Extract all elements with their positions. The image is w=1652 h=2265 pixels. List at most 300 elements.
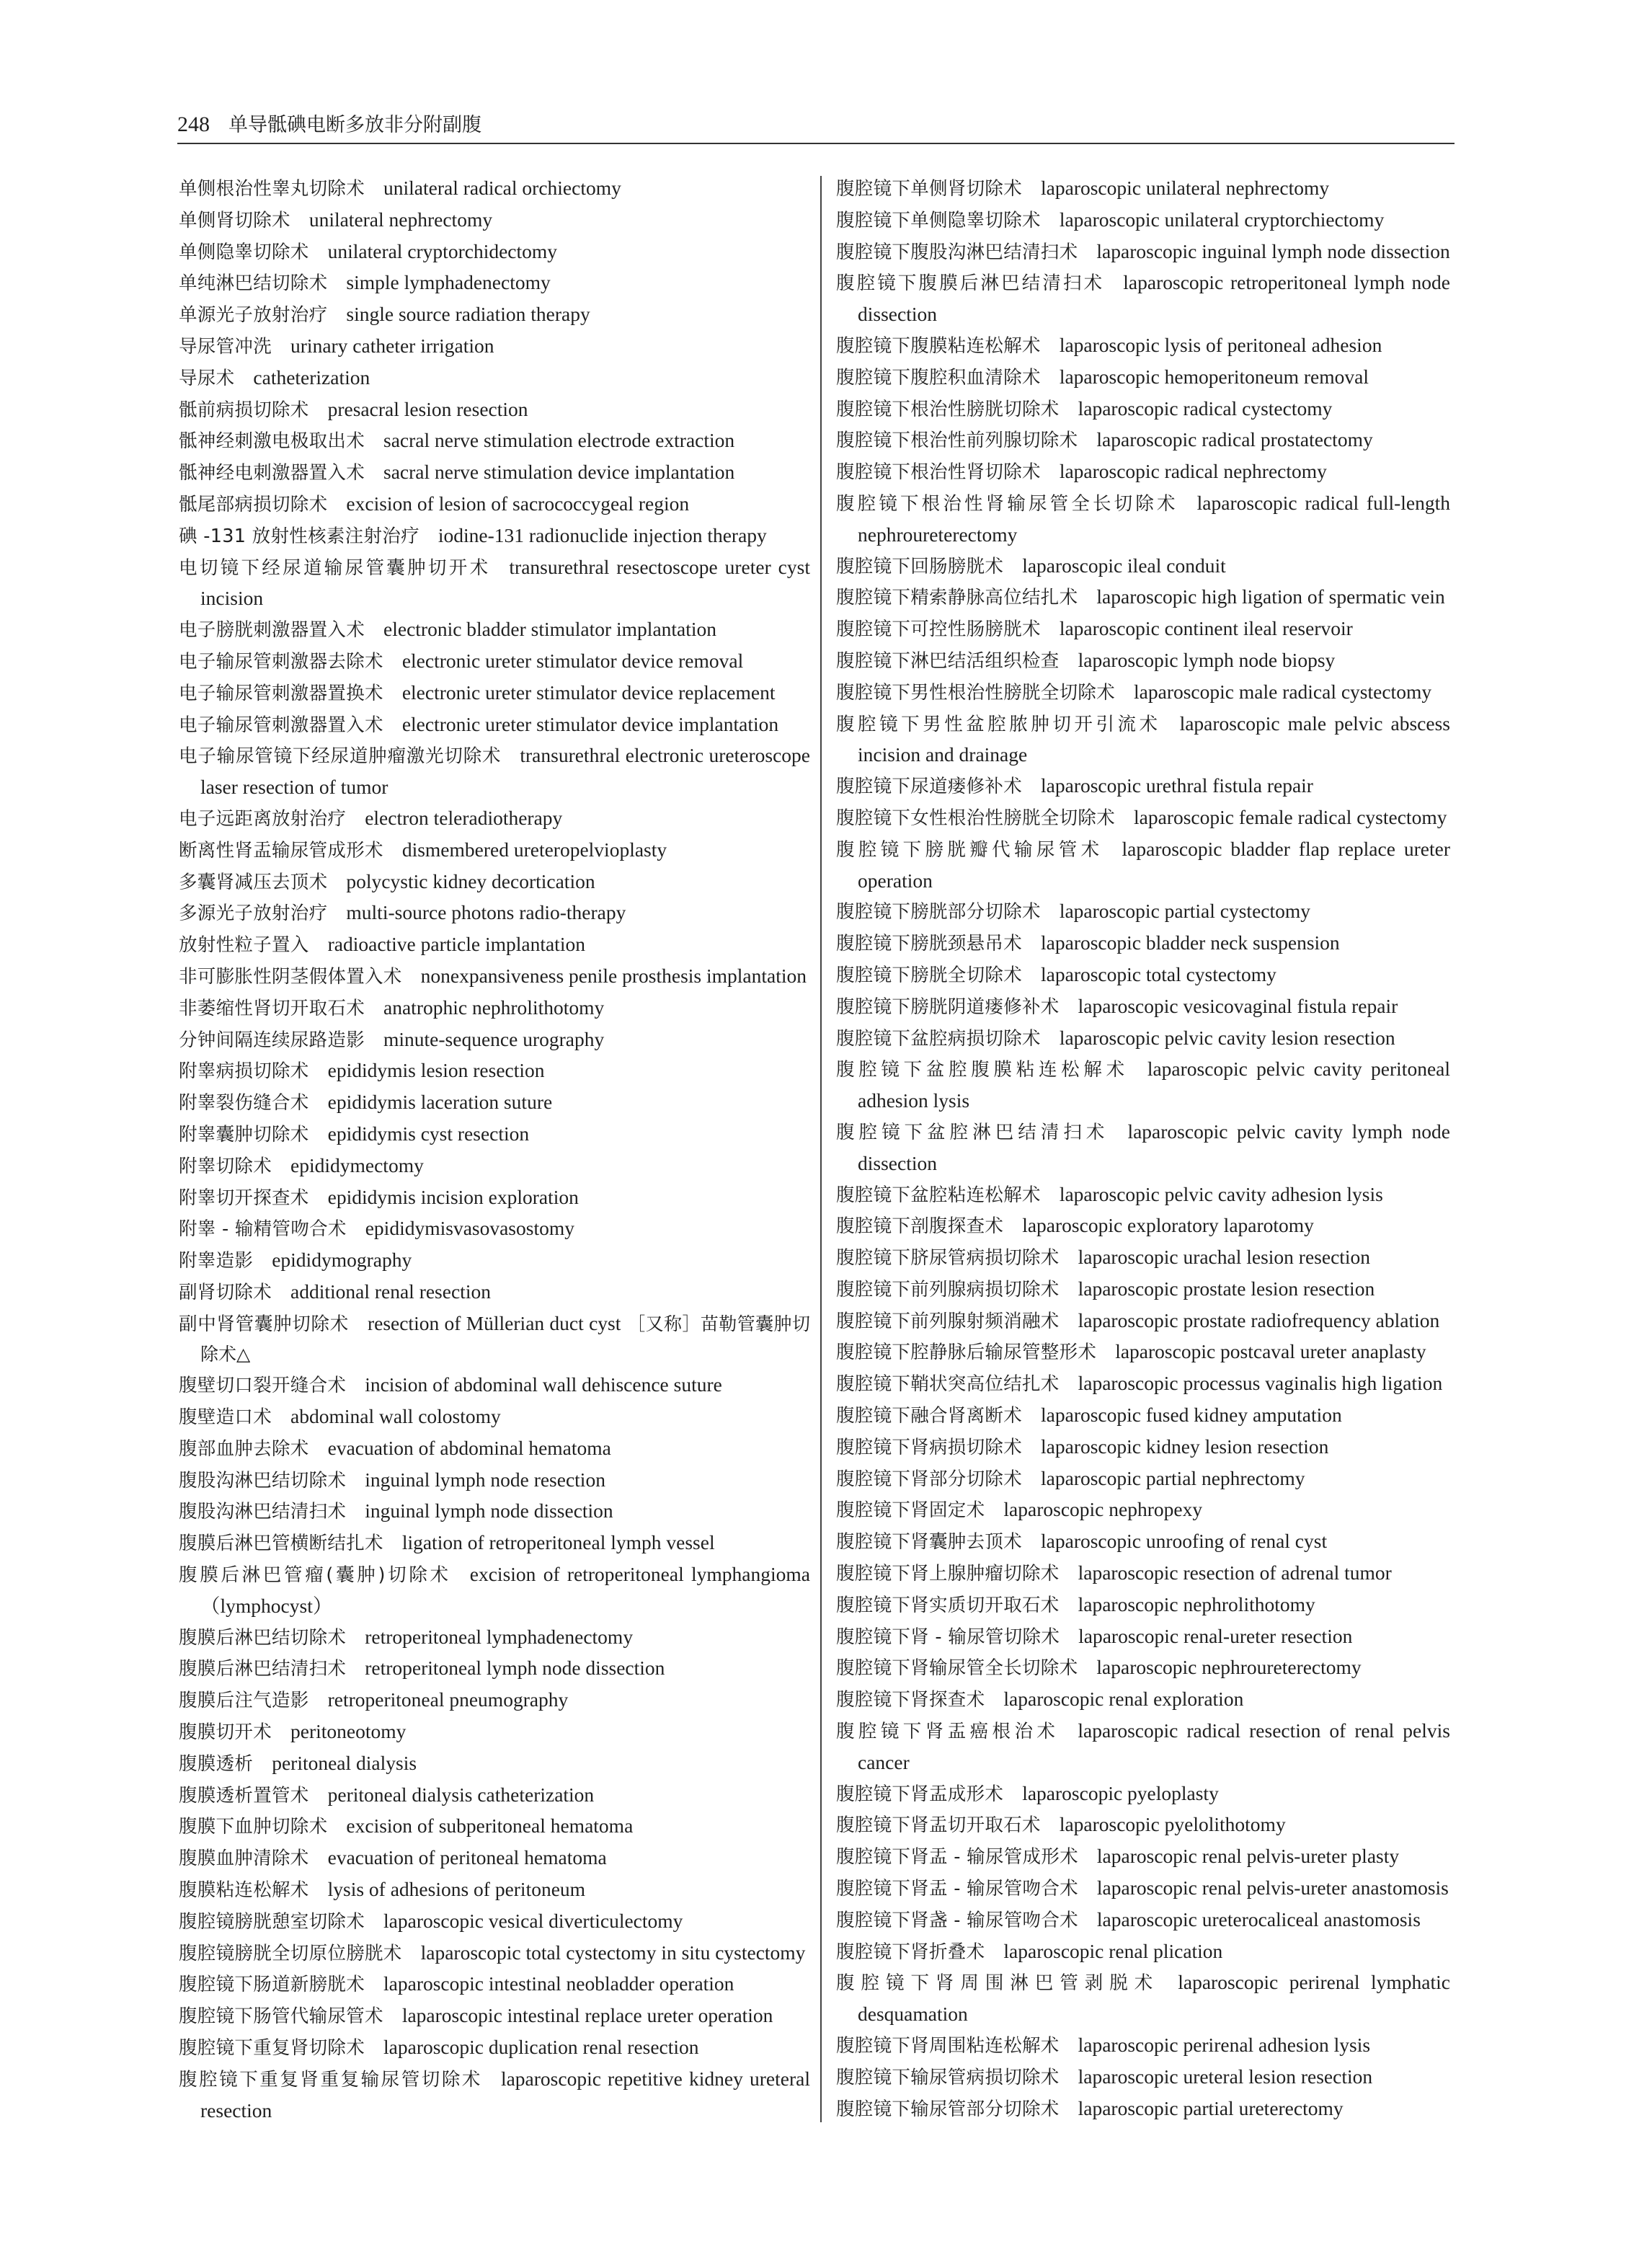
term-english: catheterization xyxy=(253,365,370,389)
glossary-entry xyxy=(179,1528,810,1559)
glossary-entry xyxy=(836,1778,1450,1810)
glossary-entry xyxy=(836,173,1450,205)
term-chinese: 腹膜透析置管术 xyxy=(179,1784,309,1807)
term-chinese: 腹腔镜下重复肾重复输尿管切除术 xyxy=(179,2068,482,2091)
term-chinese: 腹腔镜下肾病损切除术 xyxy=(836,1436,1023,1458)
term-english: electronic ureter stimulator device implantation xyxy=(401,712,779,735)
term-english: excision of lesion of sacrococcygeal region xyxy=(346,492,690,515)
term-chinese: 导尿术 xyxy=(179,367,235,389)
term-english: peritoneotomy xyxy=(290,1720,407,1743)
term-english: laparoscopic unilateral cryptorchiectomy xyxy=(1059,208,1385,231)
term-chinese: 附睾切开探查术 xyxy=(179,1187,309,1209)
term-english: laparoscopic kidney lesion resection xyxy=(1041,1435,1329,1458)
term-chinese: 腹腔镜下肠道新膀胱术 xyxy=(179,1974,365,1996)
term-english: multi-source photons radio-therapy xyxy=(346,901,626,924)
term-english: laparoscopic retroperitoneal lymph node dissection xyxy=(858,271,1450,326)
page-number: 248 xyxy=(177,112,210,136)
term-english: unilateral radical orchiectomy xyxy=(383,177,621,199)
term-chinese: 电子输尿管刺激器去除术 xyxy=(179,650,383,673)
glossary-entry xyxy=(179,1780,810,1812)
term-chinese: 腹腔镜下肾盏 - 输尿管吻合术 xyxy=(836,1909,1078,1931)
glossary-entry xyxy=(836,1179,1450,1211)
glossary-entry xyxy=(836,959,1450,991)
term-english: nonexpansiveness penile prosthesis implantation xyxy=(420,964,807,987)
term-chinese: 腹膜下血肿切除术 xyxy=(179,1816,328,1838)
term-chinese: 导尿管冲洗 xyxy=(179,335,272,358)
term-english: laparoscopic female radical cystectomy xyxy=(1134,805,1447,828)
term-english: ligation of retroperitoneal lymph vessel xyxy=(401,1531,715,1554)
term-english: lysis of adhesions of peritoneum xyxy=(327,1878,586,1901)
term-english: electronic ureter stimulator device replacement xyxy=(401,681,776,704)
term-chinese: 腹腔镜下剖腹探查术 xyxy=(836,1215,1004,1238)
glossary-entry xyxy=(836,1274,1450,1306)
term-english: laparoscopic radical resection of renal pelvis cancer xyxy=(858,1719,1450,1773)
glossary-entry xyxy=(179,1906,810,1938)
glossary-entry xyxy=(836,1400,1450,1432)
term-english: evacuation of abdominal hematoma xyxy=(327,1436,611,1459)
term-english: laparoscopic resection of adrenal tumor xyxy=(1078,1561,1392,1584)
term-english: epididymis incision exploration xyxy=(327,1185,579,1208)
term-english: laparoscopic male radical cystectomy xyxy=(1134,680,1432,703)
term-chinese: 腹膜透析 xyxy=(179,1752,254,1775)
glossary-entry xyxy=(179,1087,810,1119)
glossary-entry xyxy=(836,645,1450,677)
term-chinese: 腹腔镜下单侧肾切除术 xyxy=(836,178,1023,200)
glossary-entry xyxy=(179,236,810,268)
glossary-entry xyxy=(179,173,810,205)
glossary-entry xyxy=(179,1433,810,1465)
glossary-entry xyxy=(836,1242,1450,1274)
term-english: laparoscopic partial ureterectomy xyxy=(1078,2096,1344,2119)
term-chinese: 腹腔镜下肾盂成形术 xyxy=(836,1783,1004,1805)
glossary-entry xyxy=(179,614,810,646)
term-english: laparoscopic intestinal replace ureter operation xyxy=(401,2004,773,2027)
glossary-entry xyxy=(179,866,810,898)
term-chinese: 电子膀胱刺激器置入术 xyxy=(179,619,365,642)
term-chinese: 腹腔镜下回肠膀胱术 xyxy=(836,555,1004,577)
term-english: incision of abdominal wall dehiscence suture xyxy=(365,1373,722,1396)
term-chinese: 骶前病损切除术 xyxy=(179,399,309,421)
term-english: unilateral cryptorchidectomy xyxy=(327,239,558,262)
term-english: additional renal resection xyxy=(290,1280,491,1303)
term-chinese: 附睾切除术 xyxy=(179,1155,272,1177)
term-chinese: 碘 -131 放射性核素注射治疗 xyxy=(179,525,419,547)
term-chinese: 腹腔镜下肾囊肿去顶术 xyxy=(836,1531,1023,1553)
glossary-entry xyxy=(179,1685,810,1716)
term-english: laparoscopic renal pelvis-ureter plasty xyxy=(1096,1845,1400,1868)
glossary-entry xyxy=(836,1873,1450,1905)
glossary-entry xyxy=(836,582,1450,613)
term-chinese: 腹腔镜下淋巴结活组织检查 xyxy=(836,650,1060,672)
glossary-entry xyxy=(836,236,1450,268)
glossary-entry xyxy=(179,552,810,615)
term-chinese: 副中肾管囊肿切除术 xyxy=(179,1313,349,1335)
glossary-entry xyxy=(179,1119,810,1151)
glossary-entry xyxy=(179,1653,810,1685)
glossary-entry xyxy=(836,1494,1450,1526)
term-chinese: 腹膜粘连松解术 xyxy=(179,1879,309,1902)
glossary-entry xyxy=(179,1716,810,1748)
term-english: electronic bladder stimulator implantation xyxy=(383,618,717,641)
page-title: 单导骶碘电断多放非分附副腹 xyxy=(228,114,481,136)
term-chinese: 腹腔镜下肾探查术 xyxy=(836,1689,985,1711)
term-english: abdominal wall colostomy xyxy=(290,1405,501,1428)
term-english: laparoscopic pyelolithotomy xyxy=(1059,1813,1286,1836)
term-english: laparoscopic high ligation of spermatic vein xyxy=(1096,585,1445,608)
glossary-entry xyxy=(179,205,810,236)
glossary-entry xyxy=(836,1117,1450,1179)
term-english: laparoscopic pyeloplasty xyxy=(1022,1781,1219,1804)
term-chinese: 电子输尿管镜下经尿道肿瘤激光切除术 xyxy=(179,745,502,768)
term-english: transurethral electronic ureteroscope laser resection of tumor xyxy=(200,744,810,799)
term-english: laparoscopic ileal conduit xyxy=(1022,554,1226,577)
term-chinese: 腹腔镜下根治性肾输尿管全长切除术 xyxy=(836,492,1178,515)
term-english: retroperitoneal lymphadenectomy xyxy=(365,1625,634,1648)
term-english: laparoscopic ureterocaliceal anastomosis xyxy=(1096,1907,1421,1931)
term-chinese: 单侧肾切除术 xyxy=(179,209,290,231)
term-english: inguinal lymph node dissection xyxy=(365,1499,613,1522)
term-chinese: 腹膜后淋巴结清扫术 xyxy=(179,1658,347,1680)
glossary-entry xyxy=(179,1748,810,1780)
term-chinese: 电切镜下经尿道输尿管囊肿切开术 xyxy=(179,557,491,579)
glossary-entry xyxy=(179,1496,810,1528)
glossary-entry xyxy=(179,1559,810,1622)
term-chinese: 单源光子放射治疗 xyxy=(179,304,328,327)
term-chinese: 腹腔镜下肾实质切开取石术 xyxy=(836,1594,1060,1616)
glossary-entry xyxy=(179,1370,810,1401)
glossary-entry xyxy=(836,1054,1450,1117)
glossary-entry xyxy=(179,1182,810,1214)
term-chinese: 多囊肾减压去顶术 xyxy=(179,871,328,893)
glossary-entry xyxy=(836,205,1450,236)
term-chinese: 腹腔镜下单侧隐睾切除术 xyxy=(836,209,1041,231)
glossary-entry xyxy=(179,2000,810,2032)
term-english: epididymis laceration suture xyxy=(327,1091,553,1114)
glossary-entry xyxy=(179,2032,810,2064)
glossary-entry xyxy=(836,1526,1450,1558)
term-english: laparoscopic partial nephrectomy xyxy=(1041,1466,1305,1489)
term-english: epididymisvasovasostomy xyxy=(365,1217,574,1240)
glossary-entry xyxy=(836,1841,1450,1873)
term-chinese: 腹腔镜下肾盂癌根治术 xyxy=(836,1721,1060,1743)
glossary-entry xyxy=(179,835,810,866)
glossary-entry xyxy=(179,803,810,835)
term-english: laparoscopic bladder neck suspension xyxy=(1041,931,1340,954)
term-english: laparoscopic urachal lesion resection xyxy=(1078,1246,1371,1269)
term-english: radioactive particle implantation xyxy=(327,933,585,956)
glossary-entry xyxy=(179,709,810,741)
term-chinese: 腹腔镜下盆腔淋巴结清扫术 xyxy=(836,1121,1109,1143)
glossary-entry xyxy=(179,363,810,394)
term-chinese: 腹腔镜下输尿管部分切除术 xyxy=(836,2098,1060,2120)
term-chinese: 单侧隐睾切除术 xyxy=(179,241,309,263)
term-alias-note: ［又称］苗勒管囊肿切除术△ xyxy=(200,1313,810,1365)
term-chinese: 腹腔镜下腔静脉后输尿管整形术 xyxy=(836,1342,1097,1364)
term-chinese: 非可膨胀性阴茎假体置入术 xyxy=(179,965,402,988)
term-chinese: 腹腔镜下肾 - 输尿管切除术 xyxy=(836,1626,1060,1648)
term-english: laparoscopic lysis of peritoneal adhesion xyxy=(1059,333,1382,356)
term-chinese: 腹腔镜下肾周围淋巴管剥脱术 xyxy=(836,1972,1160,1995)
term-english: laparoscopic radical full-length nephroureterectomy xyxy=(858,491,1450,546)
term-chinese: 腹膜后淋巴结切除术 xyxy=(179,1626,347,1649)
term-chinese: 腹腔镜下根治性前列腺切除术 xyxy=(836,430,1078,452)
glossary-entry xyxy=(836,267,1450,330)
glossary-entry xyxy=(836,1558,1450,1590)
glossary-entry xyxy=(836,1621,1450,1653)
term-chinese: 腹膜切开术 xyxy=(179,1721,272,1744)
term-chinese: 腹膜后淋巴管横断结扎术 xyxy=(179,1533,383,1555)
glossary-entry xyxy=(179,1245,810,1277)
term-english: sacral nerve stimulation electrode extraction xyxy=(383,429,735,452)
term-english: laparoscopic renal pelvis-ureter anastomosis xyxy=(1096,1876,1449,1900)
term-english: laparoscopic pelvic cavity lymph node dissection xyxy=(858,1120,1450,1174)
glossary-entry xyxy=(836,456,1450,488)
term-english: unilateral nephrectomy xyxy=(308,208,493,231)
glossary-entry xyxy=(836,1023,1450,1055)
glossary-entry xyxy=(836,1210,1450,1242)
term-english: minute-sequence urography xyxy=(383,1027,605,1050)
term-english: laparoscopic intestinal neobladder operation xyxy=(383,1972,734,1995)
term-chinese: 腹腔镜下根治性膀胱切除术 xyxy=(836,398,1060,420)
glossary-entry xyxy=(836,362,1450,394)
term-english: retroperitoneal pneumography xyxy=(327,1688,569,1711)
glossary-entry xyxy=(179,1308,810,1370)
glossary-entry xyxy=(836,2093,1450,2125)
term-chinese: 附睾裂伤缝合术 xyxy=(179,1092,309,1114)
term-chinese: 附睾造影 xyxy=(179,1250,254,1272)
term-chinese: 腹腔镜下肾盂切开取石术 xyxy=(836,1814,1041,1837)
glossary-entry xyxy=(179,961,810,993)
glossary-entry xyxy=(836,771,1450,802)
term-english: laparoscopic total cystectomy xyxy=(1041,962,1276,985)
term-chinese: 腹腔镜下肾上腺肿瘤切除术 xyxy=(836,1563,1060,1585)
glossary-entry xyxy=(836,802,1450,834)
term-english: dismembered ureteropelvioplasty xyxy=(401,838,667,861)
term-english: laparoscopic vesical diverticulectomy xyxy=(383,1909,683,1932)
term-english: excision of retroperitoneal lymphangioma（lymphocyst） xyxy=(200,1563,810,1617)
term-english: electronic ureter stimulator device removal xyxy=(401,649,744,672)
term-english: laparoscopic postcaval ureter anaplasty xyxy=(1115,1340,1426,1363)
glossary-entry xyxy=(179,1969,810,2000)
term-chinese: 腹腔镜下输尿管病损切除术 xyxy=(836,2066,1060,2088)
term-chinese: 腹腔镜下肾盂 - 输尿管吻合术 xyxy=(836,1878,1078,1900)
term-chinese: 放射性粒子置入 xyxy=(179,934,309,957)
term-chinese: 腹膜后注气造影 xyxy=(179,1690,309,1712)
glossary-entry xyxy=(179,299,810,331)
term-english: laparoscopic nephrolithotomy xyxy=(1078,1592,1315,1615)
term-chinese: 腹腔镜下盆腔腹膜粘连松解术 xyxy=(836,1059,1129,1081)
term-english: laparoscopic renal plication xyxy=(1003,1939,1223,1962)
term-english: excision of subperitoneal hematoma xyxy=(346,1814,634,1838)
term-chinese: 腹腔镜下精索静脉高位结扎术 xyxy=(836,587,1078,609)
term-chinese: 骶神经刺激电极取出术 xyxy=(179,430,365,453)
glossary-entry xyxy=(836,1905,1450,1936)
term-chinese: 腹膜血肿清除术 xyxy=(179,1848,309,1870)
page-header xyxy=(177,105,1455,144)
term-english: epididymography xyxy=(272,1249,412,1272)
term-english: laparoscopic unroofing of renal cyst xyxy=(1041,1530,1328,1553)
term-english: iodine-131 radionuclide injection therapy xyxy=(438,523,767,546)
term-chinese: 腹腔镜下膀胱瓣代输尿管术 xyxy=(836,838,1103,861)
term-english: epididymectomy xyxy=(290,1153,424,1176)
glossary-entry xyxy=(836,1967,1450,2030)
term-chinese: 腹腔镜下尿道瘘修补术 xyxy=(836,776,1023,798)
term-chinese: 腹腔镜下男性盆腔脓肿切开引流术 xyxy=(836,713,1161,735)
term-english: inguinal lymph node resection xyxy=(365,1468,605,1491)
term-chinese: 腹腔镜下肾输尿管全长切除术 xyxy=(836,1657,1078,1680)
glossary-entry xyxy=(179,929,810,961)
glossary-entry xyxy=(179,267,810,299)
term-english: laparoscopic ureteral lesion resection xyxy=(1078,2065,1373,2088)
term-english: anatrophic nephrolithotomy xyxy=(383,996,605,1019)
term-english: laparoscopic nephropexy xyxy=(1003,1498,1203,1521)
term-chinese: 腹腔镜下脐尿管病损切除术 xyxy=(836,1247,1060,1269)
glossary-entry xyxy=(179,993,810,1024)
glossary-entry xyxy=(179,394,810,426)
term-chinese: 腹壁造口术 xyxy=(179,1406,272,1429)
term-english: transurethral resectoscope ureter cyst incision xyxy=(200,555,810,610)
term-chinese: 电子输尿管刺激器置入术 xyxy=(179,714,383,736)
glossary-entry xyxy=(179,1213,810,1245)
glossary-entry xyxy=(836,834,1450,897)
term-chinese: 腹腔镜下前列腺病损切除术 xyxy=(836,1278,1060,1300)
column-divider xyxy=(820,176,822,2122)
term-english: laparoscopic radical prostatectomy xyxy=(1096,428,1373,451)
term-chinese: 腹部血肿去除术 xyxy=(179,1437,309,1460)
glossary-entry xyxy=(179,678,810,709)
term-english: laparoscopic bladder flap replace ureter operation xyxy=(858,837,1450,892)
glossary-entry xyxy=(836,1590,1450,1621)
term-english: epididymis lesion resection xyxy=(327,1059,545,1082)
term-english: laparoscopic prostate radiofrequency ablation xyxy=(1078,1308,1440,1331)
glossary-entry xyxy=(179,740,810,803)
term-chinese: 腹腔镜下可控性肠膀胱术 xyxy=(836,619,1041,641)
term-chinese: 腹膜后淋巴管瘤(囊肿)切除术 xyxy=(179,1564,451,1587)
glossary-entry xyxy=(179,1277,810,1308)
term-chinese: 腹腔镜下女性根治性膀胱全切除术 xyxy=(836,807,1116,829)
right-column xyxy=(836,173,1450,2124)
term-chinese: 腹腔镜下融合肾离断术 xyxy=(836,1405,1023,1427)
glossary-entry xyxy=(836,1368,1450,1400)
term-chinese: 腹腔镜下腹膜粘连松解术 xyxy=(836,334,1041,357)
glossary-entry xyxy=(179,1811,810,1843)
term-english: laparoscopic partial cystectomy xyxy=(1059,900,1311,923)
left-column xyxy=(179,173,810,2126)
glossary-entry xyxy=(836,1337,1450,1368)
glossary-entry xyxy=(179,1843,810,1874)
glossary-entry xyxy=(836,2062,1450,2093)
term-chinese: 单纯淋巴结切除术 xyxy=(179,272,328,295)
term-english: laparoscopic inguinal lymph node dissection xyxy=(1096,239,1450,262)
term-chinese: 腹腔镜下重复肾切除术 xyxy=(179,2037,365,2060)
term-english: laparoscopic urethral fistula repair xyxy=(1041,774,1313,797)
term-chinese: 多源光子放射治疗 xyxy=(179,903,328,925)
glossary-entry xyxy=(836,1716,1450,1778)
term-chinese: 腹腔镜下盆腔粘连松解术 xyxy=(836,1184,1041,1206)
term-english: laparoscopic male pelvic abscess incision and drainage xyxy=(858,712,1450,766)
term-chinese: 腹腔镜下男性根治性膀胱全切除术 xyxy=(836,681,1116,704)
term-chinese: 附睾 - 输精管吻合术 xyxy=(179,1218,347,1241)
glossary-entry xyxy=(179,1465,810,1497)
glossary-entry xyxy=(836,991,1450,1023)
term-english: sacral nerve stimulation device implantation xyxy=(383,461,735,484)
glossary-entry xyxy=(836,677,1450,709)
term-chinese: 骶神经电刺激器置入术 xyxy=(179,462,365,484)
term-chinese: 腹腔镜下膀胱部分切除术 xyxy=(836,901,1041,923)
term-chinese: 腹腔镜下前列腺射频消融术 xyxy=(836,1310,1060,1332)
term-english: laparoscopic lymph node biopsy xyxy=(1078,648,1336,671)
term-english: laparoscopic perirenal adhesion lysis xyxy=(1078,2034,1371,2057)
term-english: laparoscopic exploratory laparotomy xyxy=(1022,1214,1314,1237)
term-chinese: 腹腔镜下腹股沟淋巴结清扫术 xyxy=(836,241,1078,263)
term-english: laparoscopic radical nephrectomy xyxy=(1059,460,1327,483)
term-english: laparoscopic perirenal lymphatic desquamation xyxy=(858,1971,1450,2026)
term-english: urinary catheter irrigation xyxy=(290,334,494,357)
term-chinese: 腹腔镜下肾部分切除术 xyxy=(836,1468,1023,1490)
term-chinese: 腹腔镜下肾周围粘连松解术 xyxy=(836,2035,1060,2057)
term-english: epididymis cyst resection xyxy=(327,1122,530,1145)
term-chinese: 腹腔镜下肾折叠术 xyxy=(836,1941,985,1963)
glossary-entry xyxy=(836,425,1450,456)
term-english: retroperitoneal lymph node dissection xyxy=(365,1657,665,1680)
term-english: polycystic kidney decortication xyxy=(346,869,595,892)
term-english: presacral lesion resection xyxy=(327,397,528,420)
glossary-entry xyxy=(179,1401,810,1433)
glossary-entry xyxy=(179,1622,810,1654)
glossary-entry xyxy=(836,1684,1450,1716)
term-chinese: 腹腔镜下肾固定术 xyxy=(836,1499,985,1522)
term-chinese: 断离性肾盂输尿管成形术 xyxy=(179,839,383,861)
term-english: laparoscopic fused kidney amputation xyxy=(1041,1404,1342,1427)
glossary-entry xyxy=(179,646,810,678)
glossary-entry xyxy=(836,1306,1450,1337)
term-english: laparoscopic continent ileal reservoir xyxy=(1059,617,1353,640)
glossary-entry xyxy=(179,1938,810,1969)
term-chinese: 腹腔镜下根治性肾切除术 xyxy=(836,461,1041,484)
term-chinese: 腹腔镜下腹膜后淋巴结清扫术 xyxy=(836,272,1105,295)
term-english: laparoscopic vesicovaginal fistula repair xyxy=(1078,994,1398,1017)
term-chinese: 腹腔镜下鞘状突高位结扎术 xyxy=(836,1373,1060,1396)
glossary-entry xyxy=(179,489,810,520)
glossary-entry xyxy=(179,1024,810,1056)
term-english: laparoscopic repetitive kidney ureteral resection xyxy=(200,2067,810,2122)
term-chinese: 腹腔镜下膀胱全切除术 xyxy=(836,964,1023,986)
glossary-entry xyxy=(179,897,810,929)
term-english: evacuation of peritoneal hematoma xyxy=(327,1846,607,1869)
term-english: laparoscopic prostate lesion resection xyxy=(1078,1277,1375,1300)
term-chinese: 附睾囊肿切除术 xyxy=(179,1123,309,1145)
glossary-entry xyxy=(836,896,1450,928)
glossary-entry xyxy=(179,1055,810,1087)
glossary-entry xyxy=(836,330,1450,362)
term-chinese: 腹腔镜下膀胱颈悬吊术 xyxy=(836,933,1023,955)
glossary-entry xyxy=(836,1652,1450,1684)
term-chinese: 骶尾部病损切除术 xyxy=(179,493,328,515)
term-english: electron teleradiotherapy xyxy=(365,806,563,829)
glossary-entry xyxy=(836,928,1450,959)
glossary-entry xyxy=(836,1432,1450,1463)
glossary-entry xyxy=(179,457,810,489)
glossary-entry xyxy=(836,394,1450,425)
term-english: laparoscopic total cystectomy in situ cystectomy xyxy=(420,1941,806,1964)
term-english: laparoscopic renal exploration xyxy=(1003,1688,1244,1711)
term-chinese: 电子输尿管刺激器置换术 xyxy=(179,682,383,704)
glossary-entry xyxy=(836,488,1450,551)
term-english: laparoscopic nephroureterectomy xyxy=(1096,1656,1362,1679)
glossary-entry xyxy=(836,709,1450,771)
term-chinese: 腹腔镜下膀胱阴道瘘修补术 xyxy=(836,996,1060,1018)
term-english: laparoscopic pelvic cavity lesion resection xyxy=(1059,1026,1395,1049)
